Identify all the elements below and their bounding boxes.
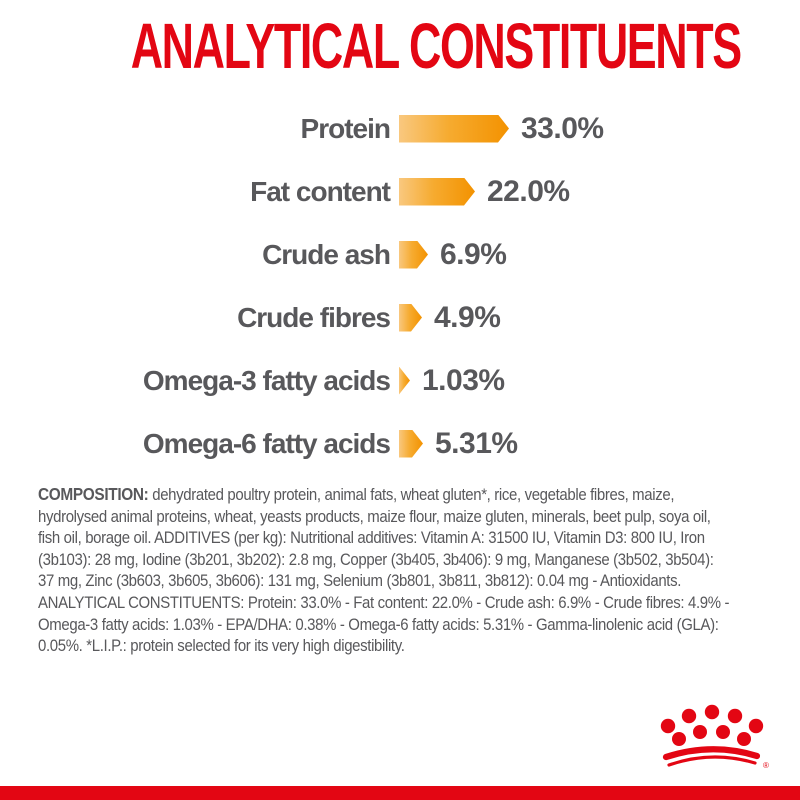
constituent-value: 4.9% [434,300,501,334]
composition-heading: COMPOSITION: [38,484,149,504]
constituent-bar [399,367,410,395]
constituent-value: 1.03% [422,363,505,397]
constituent-value: 6.9% [440,237,507,271]
page-title: ANALYTICAL CONSTITUENTS [130,10,741,82]
constituent-bar [399,304,422,332]
constituent-value: 33.0% [521,111,604,145]
composition-line: 0.05%. *L.I.P.: protein selected for its very high digestibility. [38,636,405,656]
chart-row-crude-ash [0,223,800,286]
constituent-bar [399,178,475,206]
analytical-constituents-chart [0,97,800,475]
constituent-label: Omega-6 fatty acids [142,427,390,459]
composition-text [38,484,768,657]
constituent-bar [399,430,423,458]
constituent-value: 5.31% [435,426,518,460]
constituent-value: 22.0% [487,174,570,208]
chart-row-omega-3 [0,349,800,412]
crown-dots [661,705,763,746]
composition-line: fish oil, borage oil. ADDITIVES (per kg): Nutritional additives: Vitamin A: 31500 IU, Vitamin D3: 800 IU, Iron [38,528,705,548]
constituent-label: Crude fibres [237,301,390,333]
registered-trademark-symbol: ® [763,761,769,770]
constituent-label: Crude ash [262,238,390,270]
constituent-bar [399,241,428,269]
constituent-label: Fat content [250,175,390,207]
composition-line: (3b103): 28 mg, Iodine (3b201, 3b202): 2.8 mg, Copper (3b405, 3b406): 9 mg, Manganese (3b502, 3b504): [38,549,714,569]
composition-line: ANALYTICAL CONSTITUENTS: Protein: 33.0% - Fat content: 22.0% - Crude ash: 6.9% - Crude fibres: 4.9% - [38,592,730,612]
royal-canin-crown-logo [656,701,774,771]
composition-line-text: dehydrated poultry protein, animal fats, wheat gluten*, rice, vegetable fibres, maize, [152,485,675,504]
constituent-label: Omega-3 fatty acids [142,364,390,396]
composition-line: 37 mg, Zinc (3b603, 3b605, 3b606): 131 mg, Selenium (3b801, 3b811, 3b812): 0.04 mg - Antioxidants. [38,571,682,591]
title-area [0,10,800,82]
chart-row-crude-fibres [0,286,800,349]
composition-line: Omega-3 fatty acids: 1.03% - EPA/DHA: 0.38% - Omega-6 fatty acids: 5.31% - Gamma-linolenic acid (GLA): [38,614,719,634]
chart-row-omega-6 [0,412,800,475]
chart-row-fat-content [0,160,800,223]
composition-line [38,484,768,506]
crown-base-arcs [666,749,757,765]
constituent-bar [399,115,509,143]
footer-red-stripe [0,786,800,800]
constituent-label: Protein [300,112,390,144]
composition-line: hydrolysed animal proteins, wheat, yeasts products, maize flour, maize gluten, minerals, beet pulp, soya oil, [38,506,711,526]
chart-row-protein [0,97,800,160]
